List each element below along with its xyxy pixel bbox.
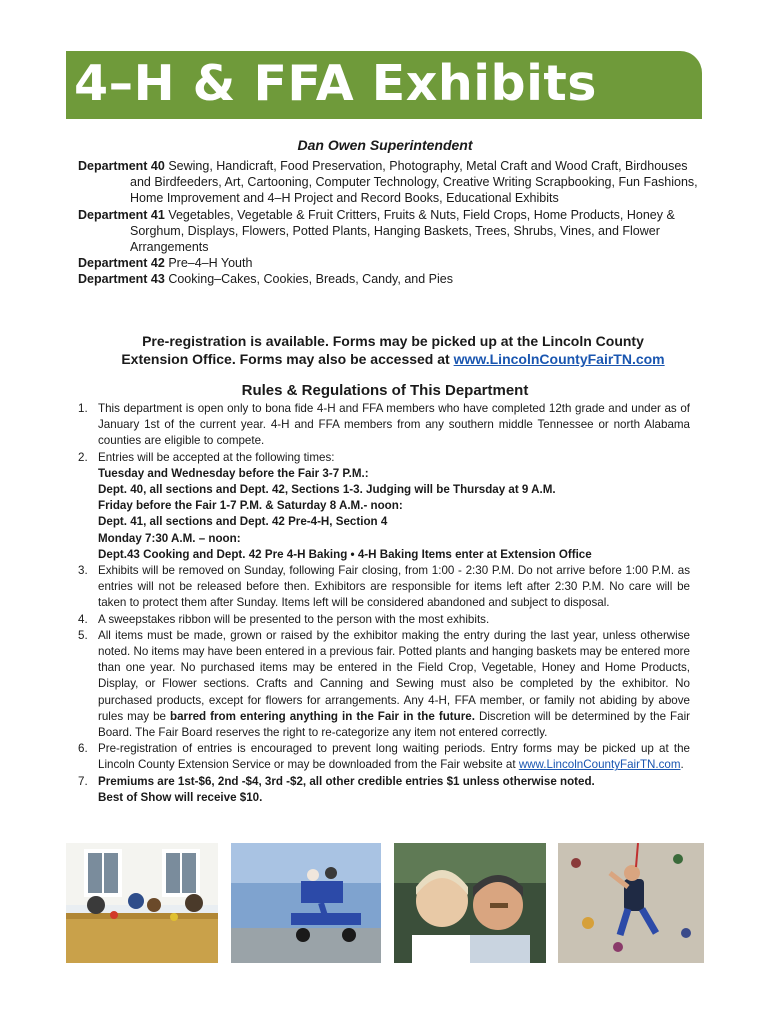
rule-number: 2. bbox=[78, 450, 88, 464]
department-label: Department 42 bbox=[78, 256, 165, 271]
department-40 bbox=[78, 158, 708, 207]
department-description: Vegetables, Vegetable & Fruit Critters, Fruits & Nuts, Field Crops, Home Products, Honey & Sorghum, Displays, Flowers, Potted Plants, Hanging Baskets, Trees, Shrubs, Vines, and Flower Arrangements bbox=[130, 207, 675, 255]
preregistration-line-1: Pre-registration is available. Forms may be picked up at the Lincoln County bbox=[142, 333, 644, 349]
schedule-line: Dept. 40, all sections and Dept. 42, Sections 1-3. Judging will be Thursday at 9 A.M. bbox=[98, 483, 556, 497]
rule-number: 6. bbox=[78, 742, 88, 756]
rule-number: 1. bbox=[78, 402, 88, 415]
rule-2 bbox=[78, 450, 690, 563]
rule-3 bbox=[78, 563, 690, 612]
rule-text: Discretion will be determined by the Fair Board. The Fair Board reserves the right to re-categorize any item not entered correctly. bbox=[98, 709, 691, 740]
rule-number: 7. bbox=[78, 774, 88, 788]
page-title: 4–H & FFA Exhibits bbox=[74, 55, 597, 112]
department-41 bbox=[78, 207, 708, 256]
rule-6 bbox=[78, 741, 690, 773]
rule-number: 5. bbox=[78, 628, 88, 642]
rule-text: All items must be made, grown or raised by the exhibitor making the entry during the last year, unless otherwise noted. No items may have been entered in a previous fair. Potted plants and hanging baskets may be entered more than one year. No purchased items may be entered in the Field Crop, Vegetable, Honey and Home Products, Display, or Flower sections. Crafts and Canning and Sewing must also be completed by the exhibitor. No purchased products, except for flowers for arrangements. Any 4-H, FFA member, or family not abiding by above rules may be bbox=[98, 628, 690, 723]
premium-line: Premiums are 1st-$6, 2nd -$4, 3rd -$2, all other credible entries $1 unless otherwise noted. bbox=[98, 774, 595, 788]
rules-list bbox=[78, 401, 690, 806]
rule-text: This department is open only to bona fide 4-H and FFA members who have completed 12th grade and under as of January 1st of the current year. 4-H and FFA members from any southern middle Tennessee or north Alabama counties are eligible to compete. bbox=[98, 402, 690, 448]
schedule-line: Dept.43 Cooking and Dept. 42 Pre 4-H Baking • 4-H Baking Items enter at Extension Office bbox=[98, 547, 592, 561]
department-43 bbox=[78, 271, 708, 287]
rule-4 bbox=[78, 612, 690, 628]
fair-website-link[interactable]: www.LincolnCountyFairTN.com bbox=[518, 758, 681, 772]
photo-bucket-lift bbox=[231, 843, 381, 963]
rule-1 bbox=[78, 401, 690, 450]
rule-5 bbox=[78, 628, 690, 741]
photo-hay-bale-display bbox=[66, 843, 218, 963]
rule-text: A sweepstakes ribbon will be presented to the person with the most exhibits. bbox=[98, 612, 490, 626]
rule-text: Exhibits will be removed on Sunday, following Fair closing, from 1:00 - 2:30 P.M. Do not arrive before 1:00 P.M. as entries will not be released before then. Exhibitors are responsible for items left after 2:30 P.M. No care will be taken to protect them after Sunday. Items left will be considered abandoned and subject to disposal. bbox=[98, 564, 690, 610]
department-list bbox=[78, 158, 708, 288]
rule-number: 4. bbox=[78, 612, 88, 626]
photo-climbing-wall bbox=[558, 843, 704, 963]
rules-heading: Rules & Regulations of This Department bbox=[241, 382, 529, 399]
department-description: Cooking–Cakes, Cookies, Breads, Candy, and Pies bbox=[164, 272, 453, 287]
schedule-line: Friday before the Fair 1-7 P.M. & Saturday 8 A.M.- noon: bbox=[98, 499, 403, 513]
title-banner bbox=[66, 51, 702, 119]
rule-text-end: . bbox=[680, 758, 684, 772]
rule-7 bbox=[78, 774, 690, 806]
preregistration-notice bbox=[78, 332, 708, 368]
department-description: Sewing, Handicraft, Food Preservation, Photography, Metal Craft and Wood Craft, Birdhouses and Birdfeeders, Art, Cartooning, Computer Technology, Creative Writing Scrapbooking, Fun Fashions, Home Improvement and 4–H Project and Record Books, Educational Exhibits bbox=[130, 159, 698, 206]
schedule-line: Dept. 41, all sections and Dept. 42 Pre-4-H, Section 4 bbox=[98, 515, 388, 529]
department-42 bbox=[78, 255, 708, 271]
rule-emphasis: barred from entering anything in the Fair in the future. bbox=[170, 709, 475, 723]
department-description: Pre–4–H Youth bbox=[164, 256, 253, 271]
photo-smiling-couple bbox=[394, 843, 546, 963]
preregistration-text: Extension Office. Forms may also be accessed at bbox=[121, 351, 454, 367]
rule-text: Pre-registration of entries is encouraged to prevent long waiting periods. Entry forms may be picked up at the Lincoln County Extension Service or may be downloaded from the Fair website at bbox=[98, 742, 690, 772]
department-label: Department 43 bbox=[78, 272, 165, 287]
superintendent-name: Dan Owen Superintendent bbox=[297, 137, 473, 153]
fair-website-link[interactable]: www.LincolnCountyFairTN.com bbox=[453, 351, 665, 367]
preregistration-line-2 bbox=[78, 350, 708, 368]
premium-line: Best of Show will receive $10. bbox=[98, 790, 263, 804]
schedule-line: Tuesday and Wednesday before the Fair 3-7 P.M.: bbox=[98, 466, 369, 480]
rule-number: 3. bbox=[78, 564, 88, 578]
department-label: Department 41 bbox=[78, 207, 165, 222]
rule-text: Entries will be accepted at the following times: bbox=[98, 450, 335, 464]
department-label: Department 40 bbox=[78, 159, 165, 173]
schedule-line: Monday 7:30 A.M. – noon: bbox=[98, 531, 241, 545]
